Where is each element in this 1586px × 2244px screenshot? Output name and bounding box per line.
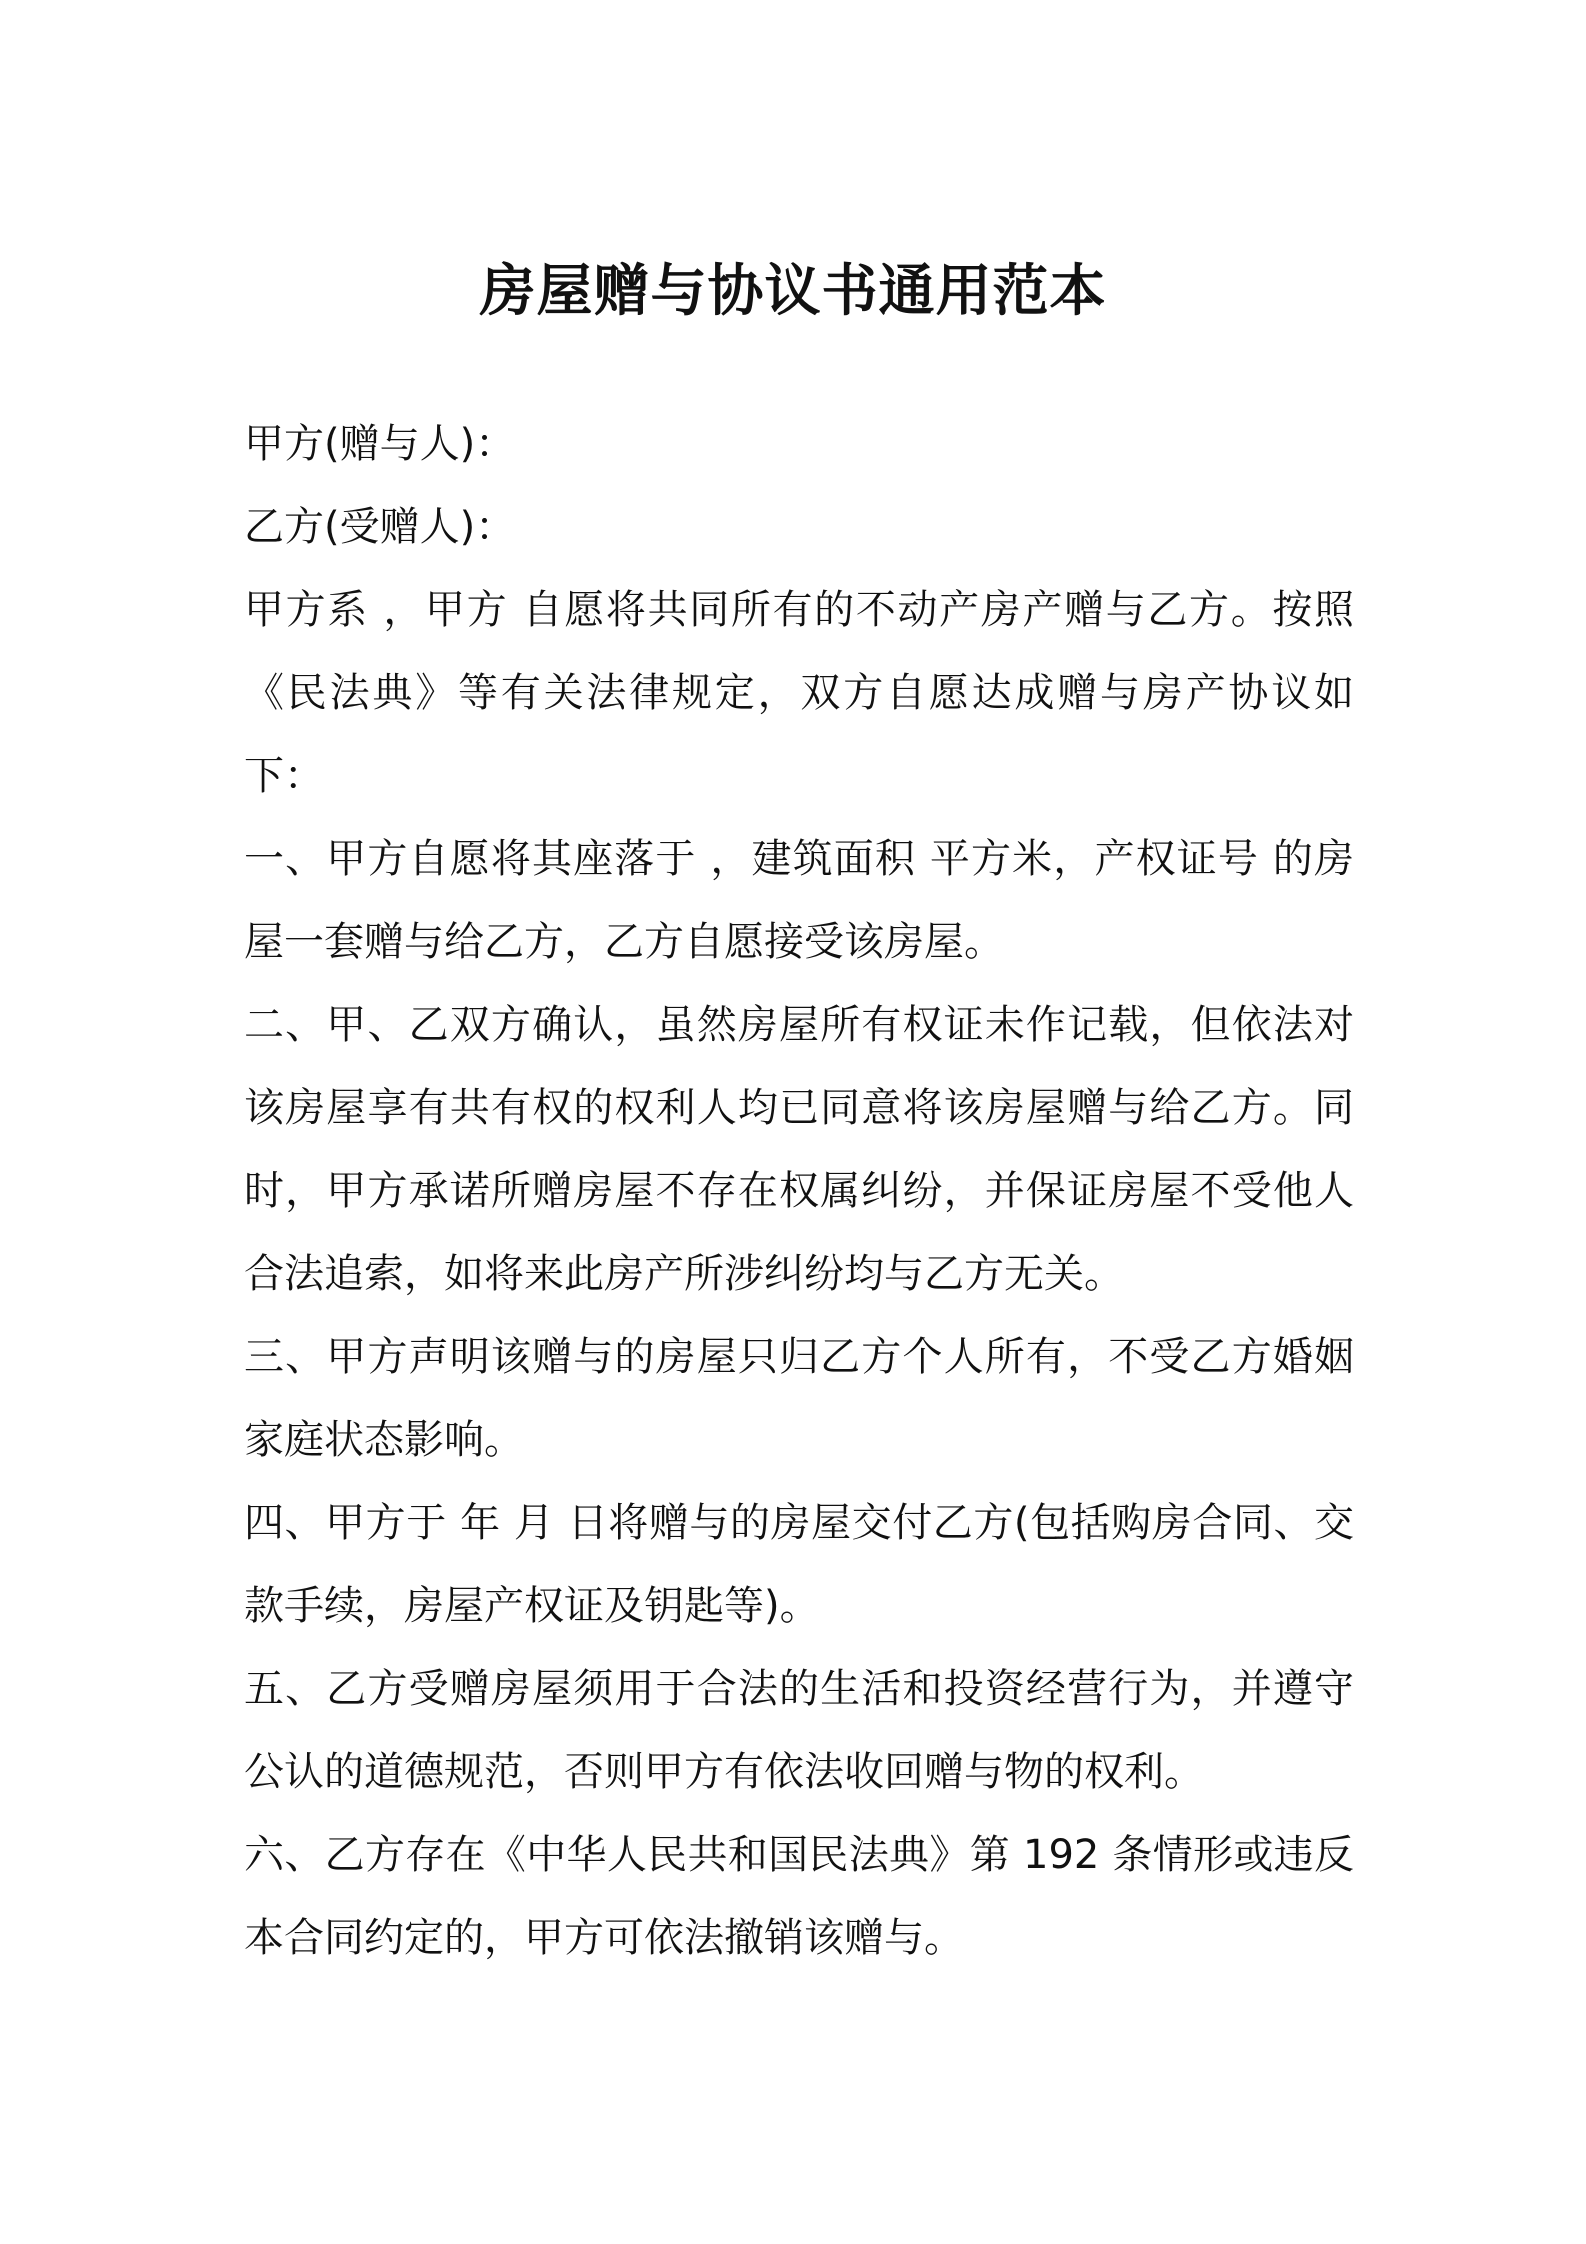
document-body xyxy=(244,403,1354,1980)
party-a-line: 甲方(赠与人)： xyxy=(244,421,516,467)
clause-2: 二、甲、乙双方确认，虽然房屋所有权证未作记载，但依法对该房屋享有共有权的权利人均已同意将该房屋赠与给乙方。同时，甲方承诺所赠房屋不存在权属纠纷，并保证房屋不受他人合法追索，如将来此房产所涉纠纷均与乙方无关。 xyxy=(244,1002,1354,1297)
preamble-paragraph: 甲方系 ，甲方 自愿将共同所有的不动产房产赠与乙方。按照《民法典》等有关法律规定，双方自愿达成赠与房产协议如下： xyxy=(244,587,1354,799)
party-b-line: 乙方(受赠人)： xyxy=(244,504,516,550)
clause-4: 四、甲方于 年 月 日将赠与的房屋交付乙方(包括购房合同、交款手续，房屋产权证及钥匙等)。 xyxy=(244,1500,1354,1629)
clause-1: 一、甲方自愿将其座落于 ，建筑面积 平方米，产权证号 的房屋一套赠与给乙方，乙方自愿接受该房屋。 xyxy=(244,836,1354,965)
clause-6: 六、乙方存在《中华人民共和国民法典》第 192 条情形或违反本合同约定的，甲方可依法撤销该赠与。 xyxy=(244,1832,1354,1961)
clause-5: 五、乙方受赠房屋须用于合法的生活和投资经营行为，并遵守公认的道德规范，否则甲方有依法收回赠与物的权利。 xyxy=(244,1666,1354,1795)
document-title: 房屋赠与协议书通用范本 xyxy=(479,259,1107,324)
clause-3: 三、甲方声明该赠与的房屋只归乙方个人所有，不受乙方婚姻家庭状态影响。 xyxy=(244,1334,1354,1463)
